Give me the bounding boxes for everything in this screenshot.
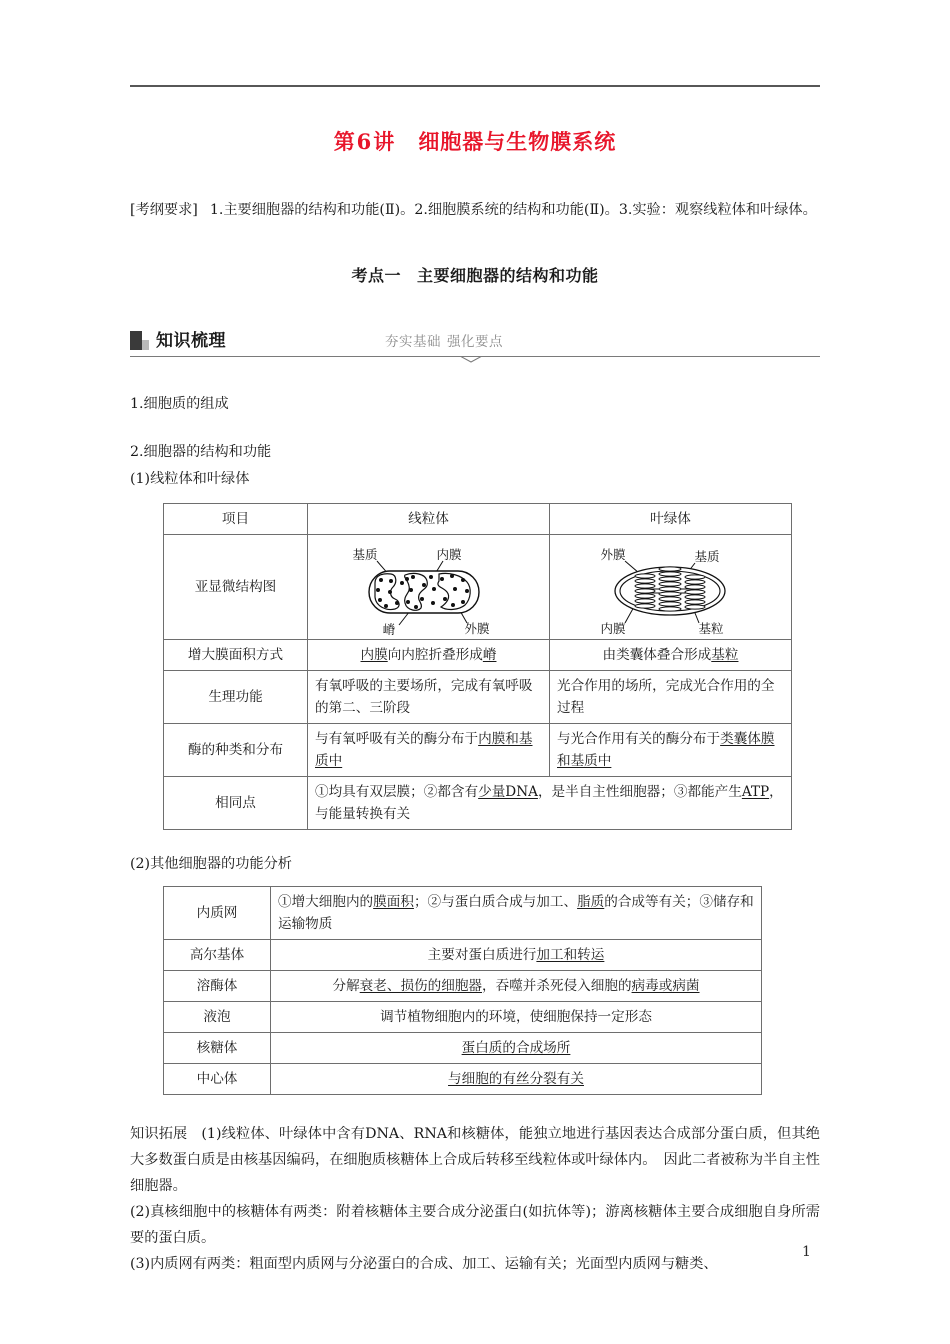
table-row (164, 639, 792, 670)
outline-text: 1.主要细胞器的结构和功能(Ⅱ)。2.细胞膜系统的结构和功能(Ⅱ)。3.实验：观察线粒体和叶绿体。 (209, 202, 817, 218)
plain-text: 与光合作用有关的酶分布于 (557, 731, 721, 748)
cell-chloroplast-diagram (550, 534, 792, 639)
svg-text:基质: 基质 (694, 548, 720, 564)
plain-text: ，是半自主性细胞器；③都能产生 (537, 784, 742, 801)
row-label: 中心体 (164, 1063, 271, 1094)
kaodian-title: 主要细胞器的结构和功能 (417, 266, 599, 286)
table-row (164, 671, 792, 724)
table-row (164, 724, 792, 777)
knowledge-review-bar (130, 326, 820, 364)
plain-text: ①均具有双层膜；②都含有 (315, 784, 479, 801)
table-row (164, 939, 762, 970)
table-header-cell-1: 线粒体 (308, 503, 550, 534)
body-subheading-3: (2)其他细胞器的功能分析 (130, 856, 292, 873)
cell-mitochondrion (308, 639, 550, 670)
table-row (164, 1001, 762, 1032)
underlined-term: 衰老、损伤的细胞器 (359, 977, 483, 994)
extension-notes (130, 1121, 820, 1278)
section-heading-kaodian (130, 263, 820, 286)
header-rule (130, 85, 820, 87)
row-description (271, 1001, 762, 1032)
plain-text: 调节植物细胞内的环境，使细胞保持一定形态 (380, 1008, 652, 1025)
row-description (271, 886, 762, 939)
underlined-term: 加工和转运 (536, 946, 605, 963)
underlined-term: 与细胞的有丝分裂有关 (448, 1070, 584, 1087)
plain-text: ；②与蛋白质合成与加工、 (413, 893, 578, 910)
row-description (271, 970, 762, 1001)
underlined-term: 类囊体膜和基质中 (557, 731, 775, 770)
plain-text: 与有氧呼吸有关的酶分布于 (315, 731, 479, 748)
table-header-row (164, 503, 792, 534)
chapter-label: 第6讲 (333, 129, 397, 154)
underlined-term: 内膜和基质中 (315, 731, 533, 770)
row-label: 核糖体 (164, 1032, 271, 1063)
outline-tag: [考纲要求] (130, 202, 198, 218)
underlined-term: ATP (741, 784, 770, 801)
row-label: 亚显微结构图 (164, 534, 308, 639)
extension-paragraph-1 (130, 1121, 820, 1199)
cell-chloroplast (550, 671, 792, 724)
underlined-term: 脂质 (577, 893, 605, 910)
plain-text: 光合作用的场所，完成光合作用的全过程 (557, 678, 775, 717)
table-row (164, 1063, 762, 1094)
mitochondrion-diagram (321, 539, 536, 635)
table-row (164, 1032, 762, 1063)
content-column (130, 118, 820, 1278)
underlined-term: 膜面积 (373, 893, 414, 910)
plain-text: 向内腔折叠形成 (387, 646, 483, 663)
svg-text:基粒: 基粒 (698, 620, 724, 635)
body-heading-1: 1.细胞质的组成 (130, 396, 229, 413)
svg-text:嵴: 嵴 (382, 621, 396, 635)
table-row (164, 886, 762, 939)
cell-chloroplast (550, 639, 792, 670)
extension-paragraph-3: (3)内质网有两类：粗面型内质网与分泌蛋白的合成、加工、运输有关；光面型内质网与糖类、 (130, 1256, 718, 1273)
page-number: 1 (802, 1244, 811, 1260)
row-description (271, 1032, 762, 1063)
svg-text:内膜: 内膜 (436, 546, 462, 562)
body-subheading-2: (1)线粒体和叶绿体 (130, 471, 250, 488)
underlined-term: 病毒或病菌 (631, 977, 700, 994)
plain-text: ①增大细胞内的 (278, 893, 374, 910)
plain-text: ，与能量转换有关 (315, 784, 783, 823)
row-label: 液泡 (164, 1001, 271, 1032)
underlined-term: 内膜 (360, 646, 388, 663)
table-row (164, 777, 792, 830)
row-label: 内质网 (164, 886, 271, 939)
outline-requirements (130, 198, 820, 223)
row-label: 相同点 (164, 777, 308, 830)
knowledge-review-subtitle (385, 330, 503, 350)
plain-text: 分解 (332, 977, 360, 994)
row-label: 高尔基体 (164, 939, 271, 970)
svg-text:外膜: 外膜 (600, 546, 626, 562)
row-label: 增大膜面积方式 (164, 639, 308, 670)
table-row (164, 970, 762, 1001)
underlined-term: 嵴 (482, 646, 497, 663)
table-row (164, 534, 792, 639)
extension-paragraph-2: (2)真核细胞中的核糖体有两类：附着核糖体主要合成分泌蛋白(如抗体等)；游离核糖体主要合成细胞自身所需要的蛋白质。 (130, 1204, 820, 1247)
table-header-cell-0: 项目 (164, 503, 308, 534)
subtitle-left: 夯实基础 (385, 334, 441, 351)
plain-text: 的合成等有关；③储存和运输物质 (278, 893, 754, 932)
table-organelles (163, 503, 792, 830)
underlined-term: 少量DNA (478, 784, 538, 801)
chloroplast-diagram (563, 539, 778, 635)
extension-tag: 知识拓展 (130, 1125, 188, 1142)
plain-text: 有氧呼吸的主要场所，完成有氧呼吸的第二、三阶段 (315, 678, 533, 717)
cell-mitochondrion (308, 724, 550, 777)
plain-text: 主要对蛋白质进行 (427, 946, 537, 963)
underlined-term: 蛋白质的合成场所 (461, 1039, 571, 1056)
cell-mitochondrion (308, 671, 550, 724)
underlined-term: 基粒 (711, 646, 739, 663)
subtitle-right: 强化要点 (447, 334, 503, 351)
svg-text:外膜: 外膜 (464, 620, 490, 635)
row-description (271, 1063, 762, 1094)
row-label: 生理功能 (164, 671, 308, 724)
extension-p1-text: (1)线粒体、叶绿体中含有DNA、RNA和核糖体，能独立地进行基因表达合成部分蛋白质，但其绝大多数蛋白质是由核基因编码，在细胞质核糖体上合成后转移至线粒体或叶绿体内。 (130, 1125, 820, 1168)
knowledge-review-title: 知识梳理 (156, 331, 226, 352)
page-title (130, 118, 820, 162)
row-description (271, 939, 762, 970)
body-heading-2: 2.细胞器的结构和功能 (130, 443, 272, 460)
svg-text:基质: 基质 (352, 546, 378, 562)
square-blocks-icon (130, 331, 149, 350)
table-other-organelles (163, 886, 762, 1095)
plain-text: 由类囊体叠合形成 (602, 646, 712, 663)
cell-chloroplast (550, 724, 792, 777)
cell-mitochondrion-diagram (308, 534, 550, 639)
table-header-cell-2: 叶绿体 (550, 503, 792, 534)
plain-text: ，吞噬并杀死侵入细胞的 (482, 977, 632, 994)
svg-text:内膜: 内膜 (600, 620, 626, 635)
row-label: 酶的种类和分布 (164, 724, 308, 777)
row-label: 溶酶体 (164, 970, 271, 1001)
divider-notch-icon (460, 356, 482, 363)
cell-shared (308, 777, 792, 830)
extension-p1b-text: 因此二者被称为半自主性细胞器。 (130, 1151, 820, 1195)
kaodian-label: 考点一 (351, 266, 401, 286)
chapter-title-text: 细胞器与生物膜系统 (418, 129, 617, 154)
